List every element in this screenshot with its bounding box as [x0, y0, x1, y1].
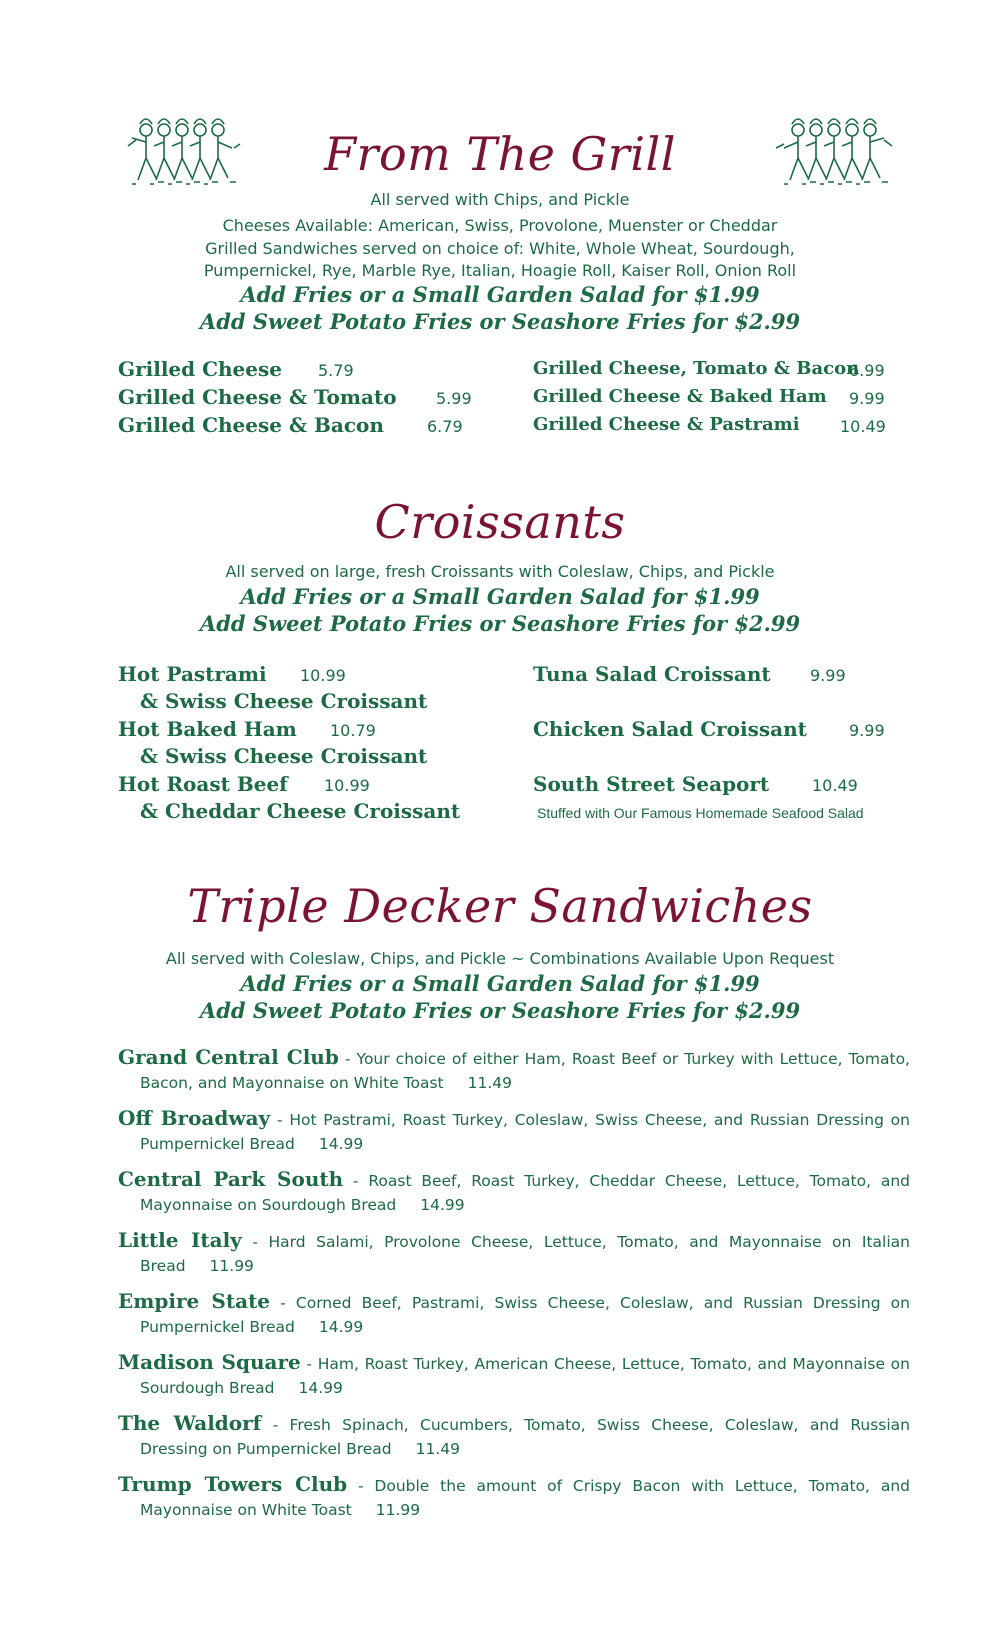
menu-item-name: Hot Baked Ham	[118, 717, 297, 741]
menu-item-name: Grilled Cheese & Tomato	[118, 385, 397, 409]
triple-item	[118, 1167, 910, 1217]
menu-item-price: 10.49	[812, 776, 858, 795]
triple-item-name: Central Park South	[118, 1167, 344, 1191]
grill-addon-sweet-potato: Add Sweet Potato Fries or Seashore Fries for $2.99	[199, 309, 801, 334]
menu-item-name: Grilled Cheese & Bacon	[118, 413, 384, 437]
triple-item-name: Grand Central Club	[118, 1045, 339, 1069]
triple-item-price: 11.49	[415, 1440, 461, 1458]
menu-item-price: 10.99	[324, 776, 370, 795]
menu-item-price: 6.99	[849, 361, 885, 380]
menu-item-name: Grilled Cheese, Tomato & Bacon	[533, 358, 860, 379]
section-title-triple-decker: Triple Decker Sandwiches	[187, 879, 813, 933]
croissants-addon-fries: Add Fries or a Small Garden Salad for $1.99	[240, 584, 760, 609]
triple-item-name: Trump Towers Club	[118, 1472, 348, 1496]
grill-note-breads: Grilled Sandwiches served on choice of: White, Whole Wheat, Sourdough,	[205, 239, 795, 258]
triple-item-description: - Ham, Roast Turkey, American Cheese, Lettuce, Tomato, and Mayonnaise on Sourdough Bread	[140, 1355, 910, 1397]
menu-item-price: 6.79	[427, 417, 463, 436]
grill-note-breads-cont: Pumpernickel, Rye, Marble Rye, Italian, Hoagie Roll, Kaiser Roll, Onion Roll	[203, 261, 797, 280]
triple-item-description: - Fresh Spinach, Cucumbers, Tomato, Swiss Cheese, Coleslaw, and Russian Dressing on Pumpernickel Bread	[140, 1416, 910, 1458]
triple-item-name: Little Italy	[118, 1228, 242, 1252]
triple-item-description: - Corned Beef, Pastrami, Swiss Cheese, Coleslaw, and Russian Dressing on Pumpernickel Bread	[140, 1294, 910, 1336]
triple-item-description: - Hard Salami, Provolone Cheese, Lettuce, Tomato, and Mayonnaise on Italian Bread	[140, 1233, 910, 1275]
triple-item-description: - Roast Beef, Roast Turkey, Cheddar Cheese, Lettuce, Tomato, and Mayonnaise on Sourdough Bread	[140, 1172, 910, 1214]
triple-item-description: - Hot Pastrami, Roast Turkey, Coleslaw, Swiss Cheese, and Russian Dressing on Pumpernickel Bread	[140, 1111, 910, 1153]
triple-item-price: 14.99	[318, 1135, 364, 1153]
triple-item-price: 11.99	[209, 1257, 254, 1275]
triple-item	[118, 1106, 910, 1156]
menu-item-price: 10.49	[840, 417, 886, 436]
menu-item-price: 10.79	[330, 721, 376, 740]
menu-item-price: 5.79	[318, 361, 354, 380]
triple-item	[118, 1045, 910, 1095]
grill-note-cheeses: Cheeses Available: American, Swiss, Provolone, Muenster or Cheddar	[222, 216, 778, 235]
croissants-note-sides: All served on large, fresh Croissants with Coleslaw, Chips, and Pickle	[225, 562, 775, 581]
triple-item-name: Empire State	[118, 1289, 271, 1313]
triple-addon-fries: Add Fries or a Small Garden Salad for $1.99	[240, 971, 760, 996]
triple-item	[118, 1411, 910, 1461]
menu-item-price: 9.99	[849, 721, 885, 740]
menu-item-price: 9.99	[810, 666, 846, 685]
section-title-croissants: Croissants	[374, 495, 626, 549]
menu-item-name: Grilled Cheese & Baked Ham	[533, 386, 827, 407]
triple-item-name: Off Broadway	[118, 1106, 271, 1130]
menu-item-subline: & Swiss Cheese Croissant	[140, 744, 428, 768]
menu-item-name: Hot Pastrami	[118, 662, 267, 686]
menu-item-subline: & Swiss Cheese Croissant	[140, 689, 428, 713]
triple-item	[118, 1289, 910, 1339]
menu-item-name: Hot Roast Beef	[118, 772, 288, 796]
triple-item-price: 14.99	[298, 1379, 343, 1397]
menu-item-description: Stuffed with Our Famous Homemade Seafood Salad	[537, 805, 864, 821]
triple-item-description: - Your choice of either Ham, Roast Beef or Turkey with Lettuce, Tomato, Bacon, and Mayonnaise on White Toast	[140, 1050, 910, 1092]
triple-item-price: 14.99	[318, 1318, 364, 1336]
menu-item-subline: & Cheddar Cheese Croissant	[140, 799, 461, 823]
triple-item	[118, 1228, 910, 1278]
menu-item-price: 5.99	[436, 389, 472, 408]
triple-item	[118, 1350, 910, 1400]
menu-item-name: Grilled Cheese	[118, 357, 282, 381]
triple-item-name: Madison Square	[118, 1350, 301, 1374]
grill-note-sides: All served with Chips, and Pickle	[370, 190, 630, 209]
triple-note-sides: All served with Coleslaw, Chips, and Pickle ~ Combinations Available Upon Request	[165, 949, 835, 968]
menu-item-name: South Street Seaport	[533, 772, 770, 796]
triple-addon-sweet-potato: Add Sweet Potato Fries or Seashore Fries for $2.99	[199, 998, 801, 1023]
menu-item-name: Chicken Salad Croissant	[533, 717, 807, 741]
triple-item-description: - Double the amount of Crispy Bacon with Lettuce, Tomato, and Mayonnaise on White Toast	[140, 1477, 910, 1519]
menu-item-price: 9.99	[849, 389, 885, 408]
triple-item-price: 11.49	[467, 1074, 512, 1092]
triple-item-price: 11.99	[375, 1501, 421, 1519]
section-title-grill: From The Grill	[324, 127, 676, 181]
triple-item-name: The Waldorf	[118, 1411, 262, 1435]
triple-item	[118, 1472, 910, 1522]
menu-item-price: 10.99	[300, 666, 346, 685]
menu-item-name: Tuna Salad Croissant	[533, 662, 771, 686]
croissants-addon-sweet-potato: Add Sweet Potato Fries or Seashore Fries for $2.99	[199, 611, 801, 636]
menu-item-name: Grilled Cheese & Pastrami	[533, 414, 800, 435]
grill-addon-fries: Add Fries or a Small Garden Salad for $1.99	[240, 282, 760, 307]
triple-item-price: 14.99	[420, 1196, 465, 1214]
